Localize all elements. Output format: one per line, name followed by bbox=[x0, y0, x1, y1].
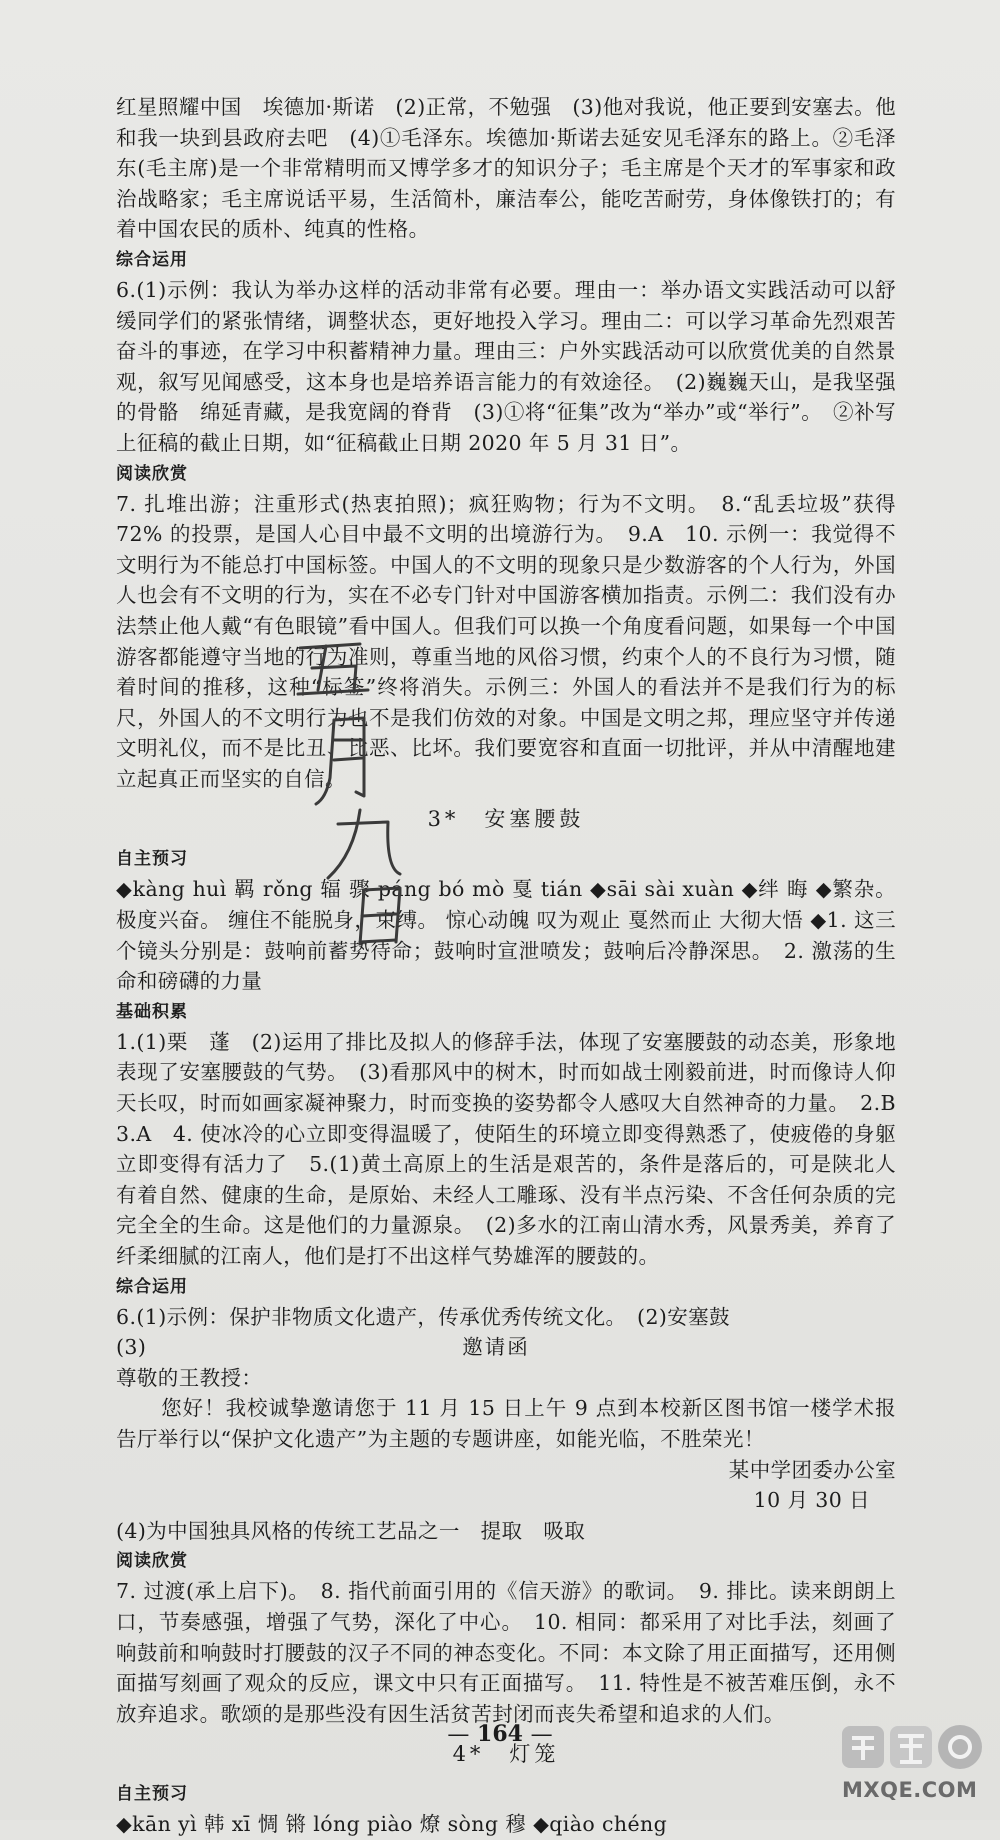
section-heading-comprehensive: 综合运用 bbox=[116, 249, 188, 270]
invitation-body: 您好！我校诚挚邀请您于 11 月 15 日上午 9 点到本校新区图书馆一楼学术报告厅举行以“保护文化遗产”为主题的专题讲座，如能光临，不胜荣光！ bbox=[116, 1396, 896, 1451]
answer-paragraph-8: 7. 过渡(承上启下)。 8. 指代前面引用的《信天游》的歌词。 9. 排比。读来朗朗上口，节奏感强，增强了气势，深化了中心。 10. 相同：都采用了对比手法，刻画了响鼓前和响鼓时打腰鼓的汉子不同的神态变化。不同：本文除了用正面描写，还用侧面描写刻画了观众的反应，课文中只有正面描写。 11. 特性是不被苦难压倒，永不放弃追求。歌颂的是那些没有因生活贫苦封闭而丧失希望和追求的人们。 bbox=[116, 1579, 896, 1726]
answer-paragraph-5: 1.(1)栗 蓬 (2)运用了排比及拟人的修辞手法，体现了安塞腰鼓的动态美，形象地表现了安塞腰鼓的气势。 (3)看那风中的树木，时而如战士刚毅前进，时而像诗人仰天长叹，时而如画家凝神聚力，时而变换的姿势都令人感叹大自然神奇的力量。 2.B 3.A 4. 使冰冷的心立即变得温暖了，使陌生的环境立即变得熟悉了，使疲倦的身躯立即变得有活力了 5.(1)黄土高原上的生活是艰苦的，条件是落后的，可是陕北人有着自然、健康的生命，是原始、未经人工雕琢、没有半点污染、不含任何杂质的完完全全的生命。这是他们的力量源泉。 (2)多水的江南山清水秀，风景秀美，养育了纤柔细腻的江南人，他们是打不出这样气势雄浑的腰鼓的。 bbox=[116, 1029, 917, 1268]
lesson-title-4: 4* 灯笼 bbox=[452, 1742, 560, 1767]
section-heading-preview: 自主预习 bbox=[116, 849, 188, 870]
invitation-salutation: 尊敬的王教授： bbox=[116, 1365, 263, 1390]
answer-paragraph-4: ◆kàng huì 羁 rǒng 辐 骤 páng bó mò 戛 tián ◆sāi sài xuàn ◆绊 晦 ◆繁杂。极度兴奋。 缠住不能脱身，束缚。 惊心动魄 叹为观止 戛然而止 大彻大悟 ◆1. 这三个镜头分别是：鼓响前蓄势待命；鼓响时宣泄喷发；鼓响后冷静深思。 2. 激荡的生命和磅礴的力量 bbox=[116, 877, 896, 994]
section-heading-basics: 基础积累 bbox=[116, 1001, 188, 1022]
invitation-date: 10 月 30 日 bbox=[753, 1488, 870, 1513]
section-heading-preview-2: 自主预习 bbox=[116, 1784, 188, 1805]
page-number: 164 bbox=[477, 1721, 523, 1747]
invitation-signature: 某中学团委办公室 bbox=[728, 1457, 896, 1482]
section-heading-reading-2: 阅读欣赏 bbox=[116, 1551, 188, 1572]
answer-paragraph-9: ◆kān yì 韩 xī 惆 锵 lóng piào 燎 sòng 穆 ◆qiào chéng bbox=[116, 1812, 668, 1837]
section-heading-reading: 阅读欣赏 bbox=[116, 463, 188, 484]
answer-paragraph-2: 6.(1)示例：我认为举办这样的活动非常有必要。理由一：举办语文实践活动可以舒缓同学们的紧张情绪，调整状态，更好地投入学习。理由二：可以学习革命先烈艰苦奋斗的事迹，在学习中积蓄精神力量。理由三：户外实践活动可以欣赏优美的自然景观，叙写见闻感受，这本身也是培养语言能力的有效途径。 (2)巍巍天山，是我坚强的骨骼 绵延青藏，是我宽阔的脊背 (3)①将“征集”改为“举办”或“举行”。 ②补写上征稿的截止日期，如“征稿截止日期 2020 年 5 月 31 日”。 bbox=[116, 277, 896, 455]
lesson-title-3: 3* 安塞腰鼓 bbox=[427, 807, 585, 832]
section-heading-comprehensive-2: 综合运用 bbox=[116, 1276, 188, 1297]
answer-paragraph-1: 红星照耀中国 埃德加·斯诺 (2)正常，不勉强 (3)他对我说，他正要到安塞去。他和我一块到县政府去吧 (4)①毛泽东。埃德加·斯诺去延安见毛泽东的路上。②毛泽东(毛主席)是一个非常精明而又博学多才的知识分子；毛主席是个天才的军事家和政治战略家；毛主席说话平易，生活简朴，廉洁奉公，能吃苦耐劳，身体像铁打的；有着中国农民的质朴、纯真的性格。 bbox=[116, 95, 896, 242]
watermark-logo-icon bbox=[838, 1722, 988, 1782]
page-number-footer: — 164 — bbox=[447, 1721, 553, 1747]
answer-paragraph-6: 6.(1)示例：保护非物质文化遗产，传承优秀传统文化。 (2)安塞鼓 bbox=[116, 1304, 730, 1329]
watermark-text: MXQE.COM bbox=[842, 1778, 978, 1802]
invitation-title: 邀请函 bbox=[462, 1335, 530, 1360]
site-watermark bbox=[838, 1722, 988, 1812]
answer-paragraph-3: 7. 扎堆出游；注重形式(热衷拍照)；疯狂购物；行为不文明。 8.“乱丢垃圾”获得 72% 的投票，是国人心目中最不文明的出境游行为。 9.A 10. 示例一：我觉得不文明行为不能总打中国标签。中国人的不文明的现象只是少数游客的个人行为，外国人也会有不文明的行为，实在不必专门针对中国游客横加指责。示例二：我们没有办法禁止他人戴“有色眼镜”看中国人。但我们可以换一个角度看问题，如果每一个中国游客都能遵守当地的行为准则，尊重当地的风俗习惯，约束个人的不良行为习惯，随着时间的推移，这种“标签”终将消失。示例三：外国人的看法并不是我们行为的标尺，外国人的不文明行为也不是我们仿效的对象。中国是文明之邦，理应坚守并传递文明礼仪，而不是比丑、比恶、比坏。我们要宽容和直面一切批评，并从中清醒地建立起真正而坚实的自信。 bbox=[116, 491, 896, 791]
invitation-header bbox=[116, 1332, 896, 1363]
answer-paragraph-7: (4)为中国独具风格的传统工艺品之一 提取 吸取 bbox=[116, 1518, 586, 1543]
invitation-label: (3) bbox=[116, 1335, 147, 1360]
